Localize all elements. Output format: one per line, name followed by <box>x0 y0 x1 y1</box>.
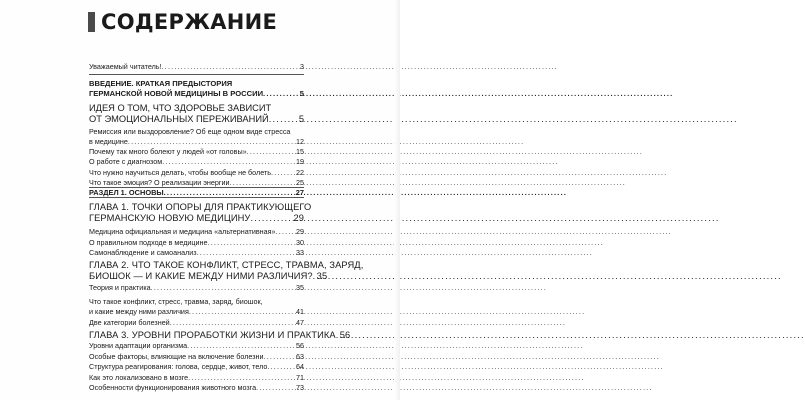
toc-entry-line <box>89 352 304 362</box>
heading-row <box>88 9 277 35</box>
toc-entry[interactable] <box>89 341 304 351</box>
toc-entry-line <box>89 157 304 167</box>
toc-entry-line <box>89 213 304 224</box>
toc-entry-title: Как это локализовано в мозге <box>89 373 189 382</box>
toc-entry-line <box>89 114 304 125</box>
toc-entry[interactable] <box>89 248 304 258</box>
dot-leader <box>250 213 293 224</box>
toc-entry-line <box>89 238 304 248</box>
toc-entry-title: ВВЕДЕНИЕ. КРАТКАЯ ПРЕДЫСТОРИЯ <box>89 79 233 88</box>
toc-entry-line <box>89 137 304 147</box>
toc-entry-line <box>89 383 304 393</box>
toc-entry-page-number: 56 <box>339 330 351 340</box>
toc-entry-line <box>89 127 304 137</box>
toc-entry-title: ГЕРМАНСКУЮ НОВУЮ МЕДИЦИНУ <box>89 213 251 223</box>
toc-entry-line <box>89 89 304 99</box>
toc-entry-page-number: 47 <box>296 318 304 327</box>
dot-leader <box>264 352 296 362</box>
toc-entry-page-number: 33 <box>296 248 304 257</box>
toc-entry[interactable] <box>89 238 304 248</box>
toc-entry-page-number: 12 <box>296 137 304 146</box>
dot-leader <box>263 89 300 99</box>
toc-entry-line <box>89 248 304 258</box>
page-edge-shadow <box>394 0 400 400</box>
toc-entry-title: и какие между ними различия <box>89 307 189 316</box>
toc-entry-line <box>89 318 304 328</box>
dot-leader <box>247 147 296 157</box>
toc-entry-page-number: 73 <box>296 383 304 392</box>
toc-entry-line <box>89 260 364 271</box>
toc-entry[interactable] <box>89 62 304 72</box>
toc-entry-line <box>89 168 304 178</box>
toc-entry-line <box>89 62 304 72</box>
toc-entry[interactable] <box>89 383 304 393</box>
toc-entry-line <box>89 79 304 89</box>
toc-entry-page-number: 56 <box>296 341 304 350</box>
toc-entry-line <box>89 373 304 383</box>
dot-leader <box>197 248 296 258</box>
toc-entry-title: Теория и практика <box>89 283 151 292</box>
toc-entry-line <box>89 271 328 282</box>
section-divider <box>89 197 304 198</box>
toc-entry-line <box>89 227 304 237</box>
toc-entry-title: в медицине <box>89 137 128 146</box>
toc-entry[interactable] <box>89 103 304 125</box>
toc-entry-title: Особенности функционирования животного мозга <box>89 383 257 392</box>
toc-entry[interactable] <box>89 127 304 147</box>
toc-entry[interactable] <box>89 297 304 317</box>
toc-entry-title: Две категории болезней <box>89 318 170 327</box>
toc-entry[interactable] <box>89 330 351 341</box>
dot-leader <box>162 62 300 72</box>
toc-entry-title: ИДЕЯ О ТОМ, ЧТО ЗДОРОВЬЕ ЗАВИСИТ <box>89 103 272 113</box>
toc-entry-title: РАЗДЕЛ 1. ОСНОВЫ <box>89 188 164 197</box>
toc-entry[interactable] <box>89 202 312 224</box>
dot-leader <box>188 373 296 383</box>
toc-entry-line <box>89 362 304 372</box>
toc-entry[interactable] <box>89 147 304 157</box>
dot-leader <box>162 157 296 167</box>
dot-leader <box>170 318 296 328</box>
toc-entry[interactable] <box>89 373 304 383</box>
toc-entry-title: ГЕРМАНСКОЙ НОВОЙ МЕДИЦИНЫ В РОССИИ <box>89 89 264 98</box>
toc-entry-page-number: 5 <box>299 89 304 98</box>
toc-entry-line <box>89 341 304 351</box>
dot-leader <box>269 114 299 125</box>
toc-entry-title: О правильном подходе в медицине <box>89 238 208 247</box>
toc-entry-page-number: 27 <box>295 188 304 197</box>
toc-entry-title: Почему так много болеют у людей «от головы» <box>89 147 247 156</box>
toc-entry-page-number: 22 <box>296 168 304 177</box>
dot-leader <box>187 341 296 351</box>
page-title: СОДЕРЖАНИЕ <box>101 10 278 34</box>
toc-entry-page-number: 29 <box>296 227 304 236</box>
toc-entry[interactable] <box>89 352 304 362</box>
toc-entry[interactable] <box>89 168 304 178</box>
toc-entry-page-number: 41 <box>296 307 304 316</box>
toc-entry[interactable] <box>89 157 304 167</box>
toc-entry-title: Что такое конфликт, стресс, травма, заряд, биошок, <box>89 297 263 306</box>
toc-entry-page-number: 3 <box>300 62 304 71</box>
toc-entry-page-number: 19 <box>296 157 304 166</box>
toc-entry-title: Медицина официальная и медицина «альтернативная» <box>89 227 276 236</box>
toc-entry-line <box>89 307 304 317</box>
toc-entry-title: ГЛАВА 2. ЧТО ТАКОЕ КОНФЛИКТ, СТРЕСС, ТРАВМА, ЗАРЯД, <box>89 260 364 270</box>
toc-entry-page-number: 29 <box>293 213 304 223</box>
dot-leader <box>267 362 296 372</box>
toc-entry[interactable] <box>89 79 304 99</box>
toc-entry-page-number: 71 <box>296 373 304 382</box>
toc-entry-title: О работе с диагнозом <box>89 157 163 166</box>
toc-entry-line <box>89 297 304 307</box>
toc-entry-title: Ремиссия или выздоровление? Об еще одном виде стресса <box>89 127 291 136</box>
dot-leader <box>128 137 296 147</box>
toc-entry-page-number: 63 <box>296 352 304 361</box>
dot-leader <box>256 383 296 393</box>
toc-entry[interactable] <box>89 283 304 293</box>
toc-entry-line <box>89 202 312 213</box>
toc-entry-page-number: 25 <box>296 178 304 187</box>
toc-entry-title: Уважаемый читатель! <box>89 62 162 71</box>
toc-entry-page-number: 64 <box>296 362 304 371</box>
toc-entry-line <box>89 147 304 157</box>
dot-leader <box>271 168 296 178</box>
toc-entry-title: Что такое эмоция? О реализации энергии <box>89 178 230 187</box>
section-divider <box>89 74 304 75</box>
toc-entry[interactable] <box>89 227 304 237</box>
toc-entry-page-number: 30 <box>296 238 304 247</box>
dot-leader <box>276 227 296 237</box>
toc-entry-title: ОТ ЭМОЦИОНАЛЬНЫХ ПЕРЕЖИВАНИЙ <box>89 114 269 124</box>
toc-entry[interactable] <box>89 260 364 282</box>
dot-leader <box>189 307 296 317</box>
toc-entry-title: ГЛАВА 1. ТОЧКИ ОПОРЫ ДЛЯ ПРАКТИКУЮЩЕГО <box>89 202 312 212</box>
toc-entry-title: Уровни адаптации организма <box>89 341 188 350</box>
book-page <box>0 0 400 400</box>
title-accent-bar <box>88 12 95 32</box>
dot-leader <box>208 238 296 248</box>
toc-entry-title: БИОШОК — И КАКИЕ МЕЖДУ НИМИ РАЗЛИЧИЯ? <box>89 271 313 281</box>
toc-entry[interactable] <box>89 318 304 328</box>
toc-entry-page-number: 35 <box>296 283 304 292</box>
toc-entry-title: Что нужно научиться делать, чтобы вообще не болеть <box>89 168 272 177</box>
toc-entry-title: Структура реагирования: голова, сердце, живот, тело <box>89 362 268 371</box>
section-divider <box>89 187 304 188</box>
toc-entry-title: ГЛАВА 3. УРОВНИ ПРОРАБОТКИ ЖИЗНИ И ПРАКТИКА <box>89 330 336 340</box>
toc-entry-line <box>89 330 351 341</box>
dot-leader <box>151 283 296 293</box>
toc-entry-line <box>89 283 304 293</box>
toc-entry-page-number: 15 <box>296 147 304 156</box>
toc-entry-line <box>89 103 304 114</box>
toc-entry-title: Самонаблюдение и самоанализ <box>89 248 197 257</box>
toc-entry-title: Особые факторы, влияющие на включение болезни <box>89 352 264 361</box>
toc-entry-page-number: 35 <box>316 271 328 281</box>
toc-entry-page-number: 5 <box>298 114 304 124</box>
toc-entry[interactable] <box>89 362 304 372</box>
